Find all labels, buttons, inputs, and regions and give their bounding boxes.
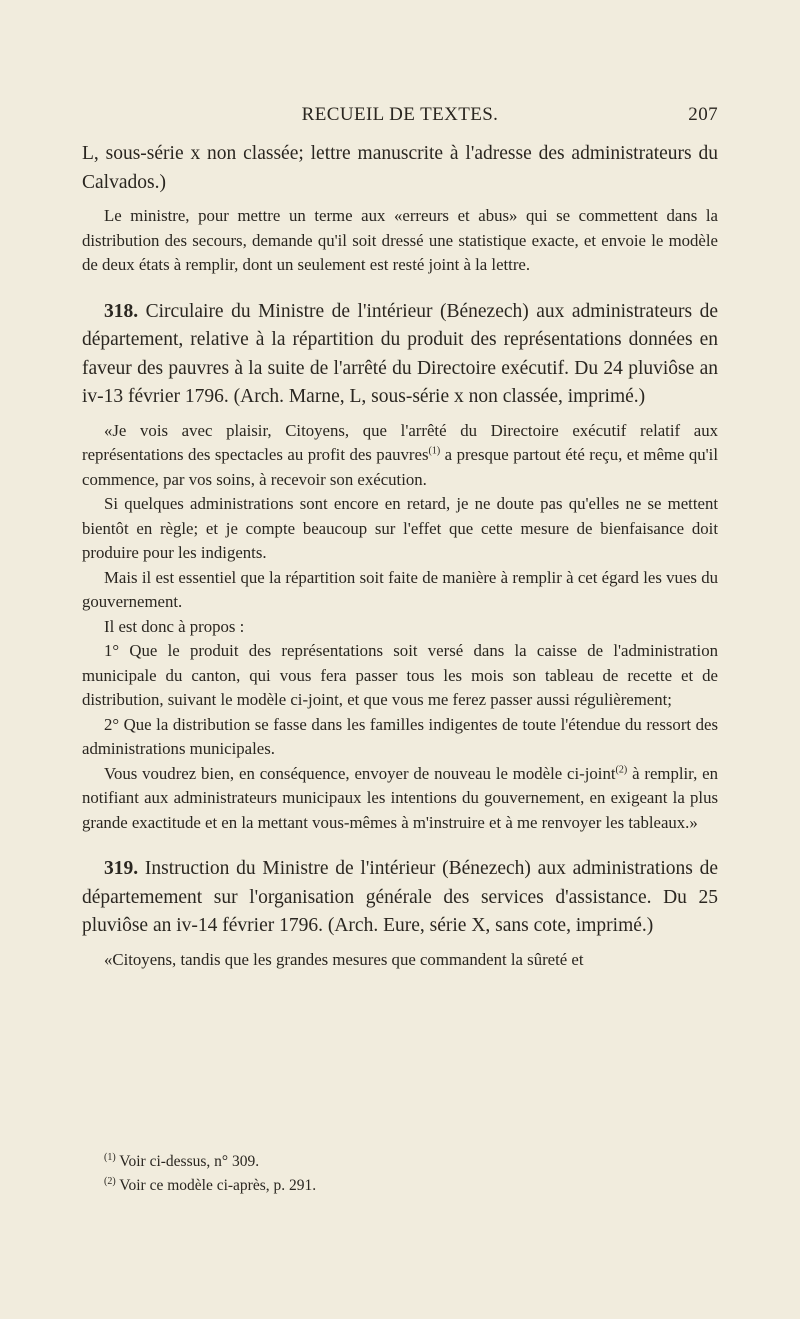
footnote bbox=[104, 1174, 704, 1198]
footnote-text: Voir ce modèle ci-après, p. 291. bbox=[119, 1177, 317, 1194]
intro-summary: Le ministre, pour mettre un terme aux «erreurs et abus» qui se commettent dans la distribution des secours, demande qu'il soit dressé une statistique exacte, et envoie le modèle de deux états à remplir, dont un seulement est resté joint à la lettre. bbox=[82, 206, 718, 274]
footnote-ref: (1) bbox=[428, 445, 441, 457]
doc-318-text: «Je vois avec plaisir, Citoyens, que l'arrêté du Directoire exécutif relatif aux représentations des spectacles au profit des pauvres bbox=[82, 420, 718, 464]
doc-319-number: 319. bbox=[104, 858, 139, 879]
doc-318-title: Circulaire du Ministre de l'intérieur (Bénezech) aux administrateurs de département, relative à la répartition du produit des représentations données en faveur des pauvres à la suite de l'arrêté du Directoire exécutif. Du 24 pluviôse an iv-13 février 1796. (Arch. Marne, L, sous-série x non classée, imprimé.) bbox=[82, 300, 719, 407]
intro-source: L, sous-série x non classée; lettre manuscrite à l'adresse des administrateurs du Calvados.) bbox=[82, 143, 718, 193]
doc-318-text: a presque partout été reçu, et même qu'il commence, par vos soins, à recevoir son exécution. bbox=[82, 445, 718, 489]
doc-319-title: Instruction du Ministre de l'intérieur (Bénezech) aux administrations de départemement sur l'organisation générale des services d'assistance. Du 25 pluviôse an iv-14 février 1796. (Arch. Eure, série X, sans cote, imprimé.) bbox=[82, 858, 718, 936]
doc-318-text: Vous voudrez bien, en conséquence, envoyer de nouveau le modèle ci-joint bbox=[104, 763, 616, 783]
doc-318-paragraph: Il est donc à propos : bbox=[104, 616, 245, 636]
doc-318-heading bbox=[82, 298, 718, 412]
doc-318-paragraph: 1° Que le produit des représentations soit versé dans la caisse de l'administration municipale du canton, qui vous fera passer tous les mois son tableau de recette et de distribution, suivant le modèle ci-joint, et que vous me ferez passer aussi régulièrement; bbox=[82, 641, 718, 709]
running-header bbox=[82, 104, 718, 134]
doc-319-paragraph: «Citoyens, tandis que les grandes mesures que commandent la sûreté et bbox=[104, 949, 584, 969]
footnote-ref: (2) bbox=[615, 763, 628, 775]
doc-318-text: à remplir, en notifiant aux administrateurs municipaux les intentions du gouvernement, en exigeant la plus grande exactitude et en la mettant vous-mêmes à m'instruire et à me renvoyer les tableaux.» bbox=[82, 763, 719, 832]
footnote bbox=[104, 1150, 704, 1174]
footnote-text: Voir ci-dessus, n° 309. bbox=[119, 1153, 260, 1170]
doc-319-heading bbox=[82, 855, 718, 941]
footnote-mark: (1) bbox=[104, 1151, 116, 1163]
doc-318-paragraph: Mais il est essentiel que la répartition soit faite de manière à remplir à cet égard les vues du gouvernement. bbox=[82, 567, 718, 611]
running-title: RECUEIL DE TEXTES. bbox=[301, 104, 499, 125]
doc-318-paragraph: Si quelques administrations sont encore en retard, je ne doute pas qu'elles ne se mettent bientôt en règle; et je compte beaucoup sur l'effet que cette mesure de bienfaisance doit produire pour les indigents. bbox=[82, 494, 718, 562]
page-number: 207 bbox=[688, 104, 718, 125]
footnote-mark: (2) bbox=[104, 1175, 116, 1187]
doc-318-paragraph bbox=[82, 762, 718, 836]
doc-318-paragraph bbox=[82, 419, 718, 493]
page-body bbox=[82, 140, 718, 972]
footnotes bbox=[104, 1150, 704, 1198]
doc-318-number: 318. bbox=[104, 300, 139, 322]
doc-318-paragraph: 2° Que la distribution se fasse dans les familles indigentes de toute l'étendue du ressort des administrations municipales. bbox=[82, 714, 718, 758]
